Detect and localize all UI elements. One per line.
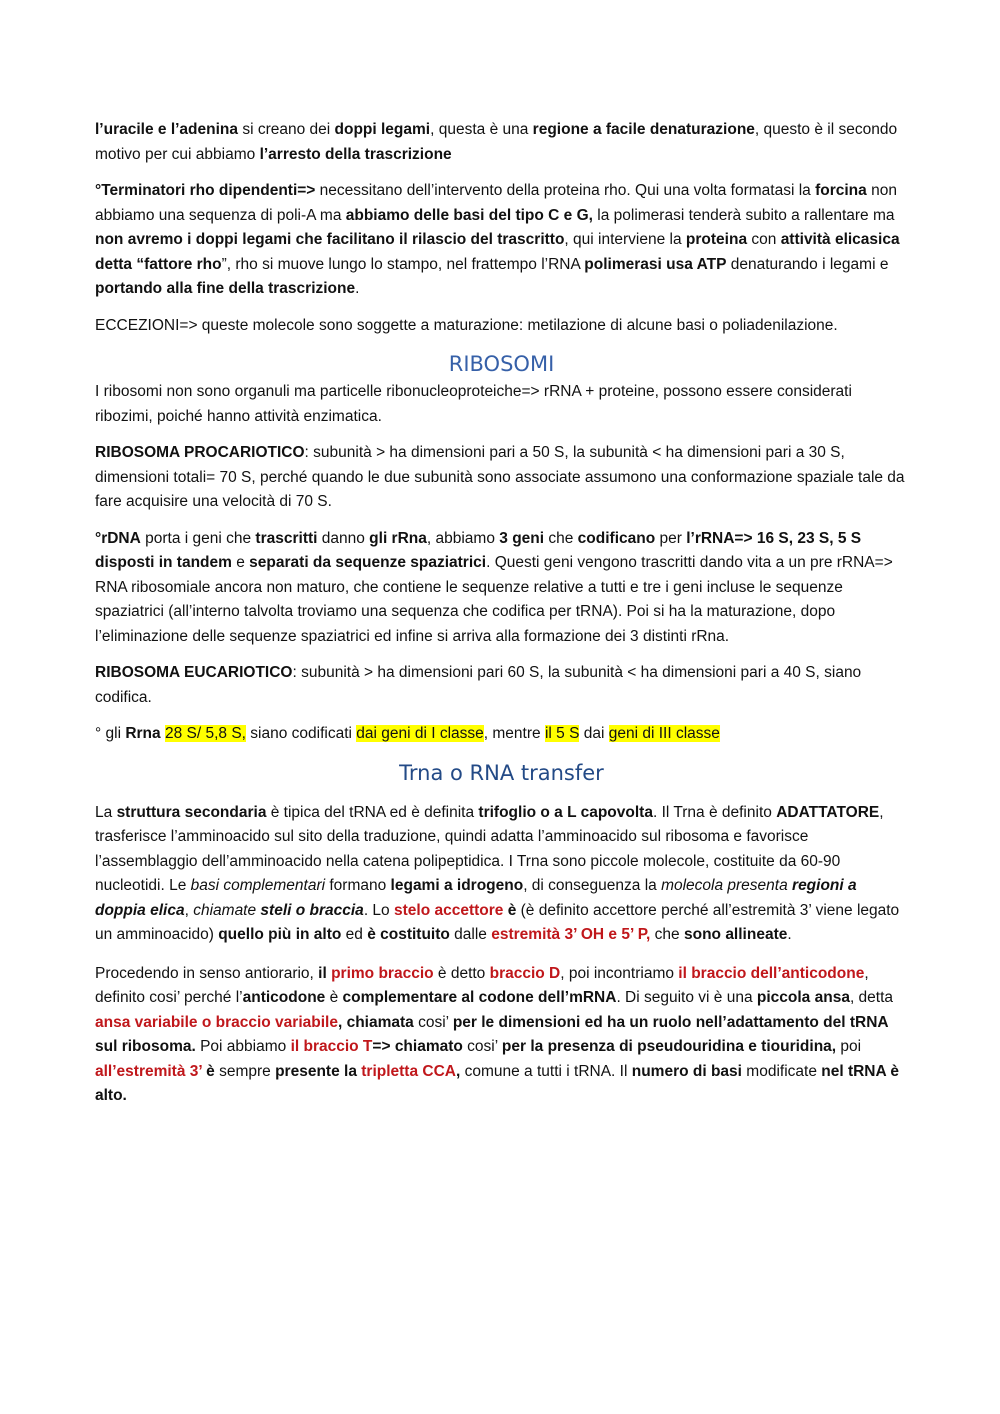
text-bold: è (201, 1062, 215, 1080)
paragraph-trna-bracci (95, 962, 908, 1109)
text-bold: => chiamato (372, 1038, 463, 1055)
text: che (544, 529, 578, 547)
text-bold: gli rRna (369, 529, 427, 547)
text-bold: 3 geni (499, 529, 545, 547)
text-bold: , (455, 1062, 461, 1080)
text-bold: struttura secondaria (116, 803, 267, 821)
text-bold: l’arresto della trascrizione (259, 145, 452, 163)
text-bold-italic-inner: steli o braccia (260, 901, 364, 919)
text-italic: chiamate (193, 901, 261, 919)
text: . (355, 280, 360, 297)
text-highlight: il 5 S (544, 725, 580, 742)
text: , (184, 901, 194, 919)
text-bold-italic (260, 902, 363, 919)
text-bold: ADATTATORE (776, 803, 880, 821)
text-bold-red: estremità 3’ OH e 5’ P, (491, 926, 651, 943)
text: . Il Trna è definito (652, 803, 777, 821)
text: è detto (433, 964, 490, 982)
text-bold: nel tRNA è alto. (95, 1062, 900, 1104)
text: , poi incontriamo (560, 964, 679, 982)
text-bold: complementare al codone dell’mRNA (342, 989, 617, 1006)
text: . Lo (363, 901, 394, 919)
text: Procedendo in senso antiorario, (95, 964, 319, 982)
text-bold: forcina (815, 182, 867, 199)
text: , questo è il secondo motivo per cui abbiamo (95, 121, 898, 163)
text-bold-red: il braccio dell’anticodone (678, 964, 865, 982)
text: sempre (214, 1062, 276, 1080)
text: cosi’ (413, 1013, 453, 1031)
text: . (787, 926, 792, 943)
text-bold: per le dimensioni ed ha un ruolo nell’adattamento del tRNA sul ribosoma. (95, 1013, 889, 1055)
text: danno (317, 529, 370, 547)
text: . Di seguito vi è una (616, 989, 757, 1006)
text-bold-red: braccio D (489, 964, 561, 982)
text-italic: basi complementari (190, 877, 326, 894)
text: , trasferisce l’amminoacido sul sito della traduzione, quindi adatta l’amminoacido sul ribosoma e favorisce l’assemblaggio dell’amminoacido nella catena polipeptidica. I Trna sono piccole molecole, costituite da 60-90 nucleotidi. Le (95, 803, 884, 894)
text: ° gli (95, 725, 126, 742)
text: , abbiamo (426, 529, 500, 547)
text: La (95, 803, 117, 821)
text-bold: portando alla fine della trascrizione (95, 280, 356, 297)
text-bold: numero di basi (631, 1062, 742, 1080)
text-bold: °Terminatori rho dipendenti=> (95, 182, 316, 199)
text: . Questi geni vengono trascritti dando vita a un pre rRNA=> RNA ribosomiale ancora non maturo, che contiene le sequenze relative a tutti e tre i geni incluse le sequenze spaziatrici (all’interno talvolta troviamo una sequenza che codifica per tRNA). Poi si ha la maturazione, dopo l’eliminazione delle sequenze spaziatrici ed infine si arriva alla formazione dei 3 distinti rRna. (95, 554, 893, 645)
text: , definito cosi’ perché l’ (95, 964, 869, 1006)
paragraph-ribosoma-eucariotico (95, 661, 908, 710)
text-italic: molecola presenta (661, 877, 793, 894)
paragraph-uracile-adenina (95, 118, 908, 167)
text: e (231, 554, 250, 571)
text-bold: è costituito (367, 926, 450, 943)
paragraph-rrna-classi (95, 722, 908, 747)
paragraph-rdna (95, 527, 908, 650)
text-bold: sono allineate (683, 926, 788, 943)
text-bold: abbiamo delle basi del tipo C e G, (345, 206, 593, 224)
text-bold-red: il braccio T (290, 1038, 373, 1055)
text: si creano dei (238, 121, 335, 138)
heading-ribosomi: RIBOSOMI (448, 352, 555, 376)
text: ”, rho si muove lungo lo stampo, nel frattempo l’RNA (221, 255, 585, 273)
text: , detta (849, 989, 894, 1006)
text-bold: codificano (577, 529, 656, 547)
text: siano codificati (245, 725, 357, 742)
text: non abbiamo una sequenza di poli-A ma (95, 182, 897, 224)
text: poi (836, 1038, 862, 1055)
text: è tipica del tRNA ed è definita (266, 803, 479, 821)
text: : subunità > ha dimensioni pari 60 S, la subunità < ha dimensioni pari a 40 S, siano codifica. (95, 664, 862, 706)
text: modificate (741, 1062, 822, 1080)
text: , qui interviene la (564, 231, 686, 248)
paragraph-ribosomi-intro: I ribosomi non sono organuli ma particelle ribonucleoproteiche=> rRNA + proteine, possono essere considerati ribozimi, poiché hanno attività enzimatica. (95, 383, 852, 425)
text: che (650, 926, 684, 943)
text-bold: trifoglio o a L capovolta (478, 803, 653, 821)
text-bold-red: primo braccio (331, 964, 434, 982)
text-bold: separati da sequenze spaziatrici (249, 554, 487, 571)
text-highlight: dai geni di I classe (356, 725, 484, 742)
text: , mentre (483, 725, 545, 742)
text: necessitano dell’intervento della proteina rho. Qui una volta formatasi la (315, 182, 816, 199)
text: dai (579, 725, 609, 742)
text-bold: trascritti (255, 529, 318, 547)
text-bold: anticodone (242, 989, 326, 1006)
text: (è definito accettore perché all’estremità 3’ viene legato un amminoacido) (95, 901, 900, 943)
text: cosi’ (462, 1038, 502, 1055)
text-bold: 16 S, 23 S, 5 S disposti in tandem (95, 529, 862, 571)
text-bold: attività elicasica detta “fattore rho (95, 231, 900, 273)
text-bold-red: tripletta CCA (361, 1062, 456, 1080)
text-highlight: 28 S/ 5,8 S, (164, 725, 246, 742)
text: , questa è una (430, 121, 533, 138)
text: comune a tutti i tRNA. Il (460, 1062, 632, 1080)
text: con (747, 231, 781, 248)
text: formano (325, 877, 391, 894)
paragraph-terminatori-rho (95, 179, 908, 302)
text-bold: polimerasi usa ATP (584, 255, 727, 273)
text-bold: l’uracile e l’adenina (95, 121, 239, 138)
text-bold: il (318, 964, 332, 982)
text-bold: è (503, 901, 517, 919)
text-highlight: geni di III classe (608, 725, 720, 742)
text: è (325, 989, 343, 1006)
paragraph-eccezioni: ECCEZIONI=> queste molecole sono soggette a maturazione: metilazione di alcune basi o poliadenilazione. (95, 316, 838, 334)
text-bold-red: ansa variabile o braccio variabile (95, 1013, 338, 1031)
paragraph-ribosoma-procariotico (95, 441, 908, 515)
heading-trna: Trna o RNA transfer (399, 760, 604, 785)
text-bold: RIBOSOMA EUCARIOTICO (95, 664, 293, 681)
paragraph-trna-struttura (95, 801, 908, 948)
text: la polimerasi tenderà subito a rallentare ma (592, 206, 895, 224)
text-bold: non avremo i doppi legami che facilitano il rilascio del trascritto (95, 231, 565, 248)
text-bold: proteina (685, 231, 748, 248)
text-bold: regione a facile denaturazione (532, 121, 755, 138)
text: : subunità > ha dimensioni pari a 50 S, la subunità < ha dimensioni pari a 30 S, dimensioni totali= 70 S, perché quando le due subunità sono associate assumono una conformazione spaziale tale da fare acquisire una velocità di 70 S. (95, 444, 905, 510)
text: denaturando i legami e (726, 255, 889, 273)
text: per (655, 529, 687, 547)
text-bold: piccola ansa (756, 989, 850, 1006)
text: porta i geni che (140, 529, 256, 547)
text-bold: l’rRNA=> (686, 529, 753, 547)
text-bold: , chiamata (337, 1013, 414, 1031)
text-bold: legami a idrogeno (390, 877, 524, 894)
text-bold: doppi legami (334, 121, 431, 138)
text: dalle (449, 926, 492, 943)
text-bold-red: all’estremità 3’ (95, 1062, 202, 1080)
text-bold: presente la (275, 1062, 362, 1080)
text: Poi abbiamo (195, 1038, 291, 1055)
text-bold: Rrna (125, 725, 161, 742)
text-bold-italic-inner: regioni a doppia elica (95, 877, 857, 919)
text-bold: per la presenza di pseudouridina e tiouridina, (501, 1038, 837, 1055)
text-bold: RIBOSOMA PROCARIOTICO (95, 444, 305, 461)
text-bold: °rDNA (95, 529, 141, 547)
text: , di conseguenza la (523, 877, 662, 894)
text-bold: quello più in alto (218, 926, 342, 943)
text: ed (341, 926, 368, 943)
text-bold-red: stelo accettore (393, 901, 504, 919)
